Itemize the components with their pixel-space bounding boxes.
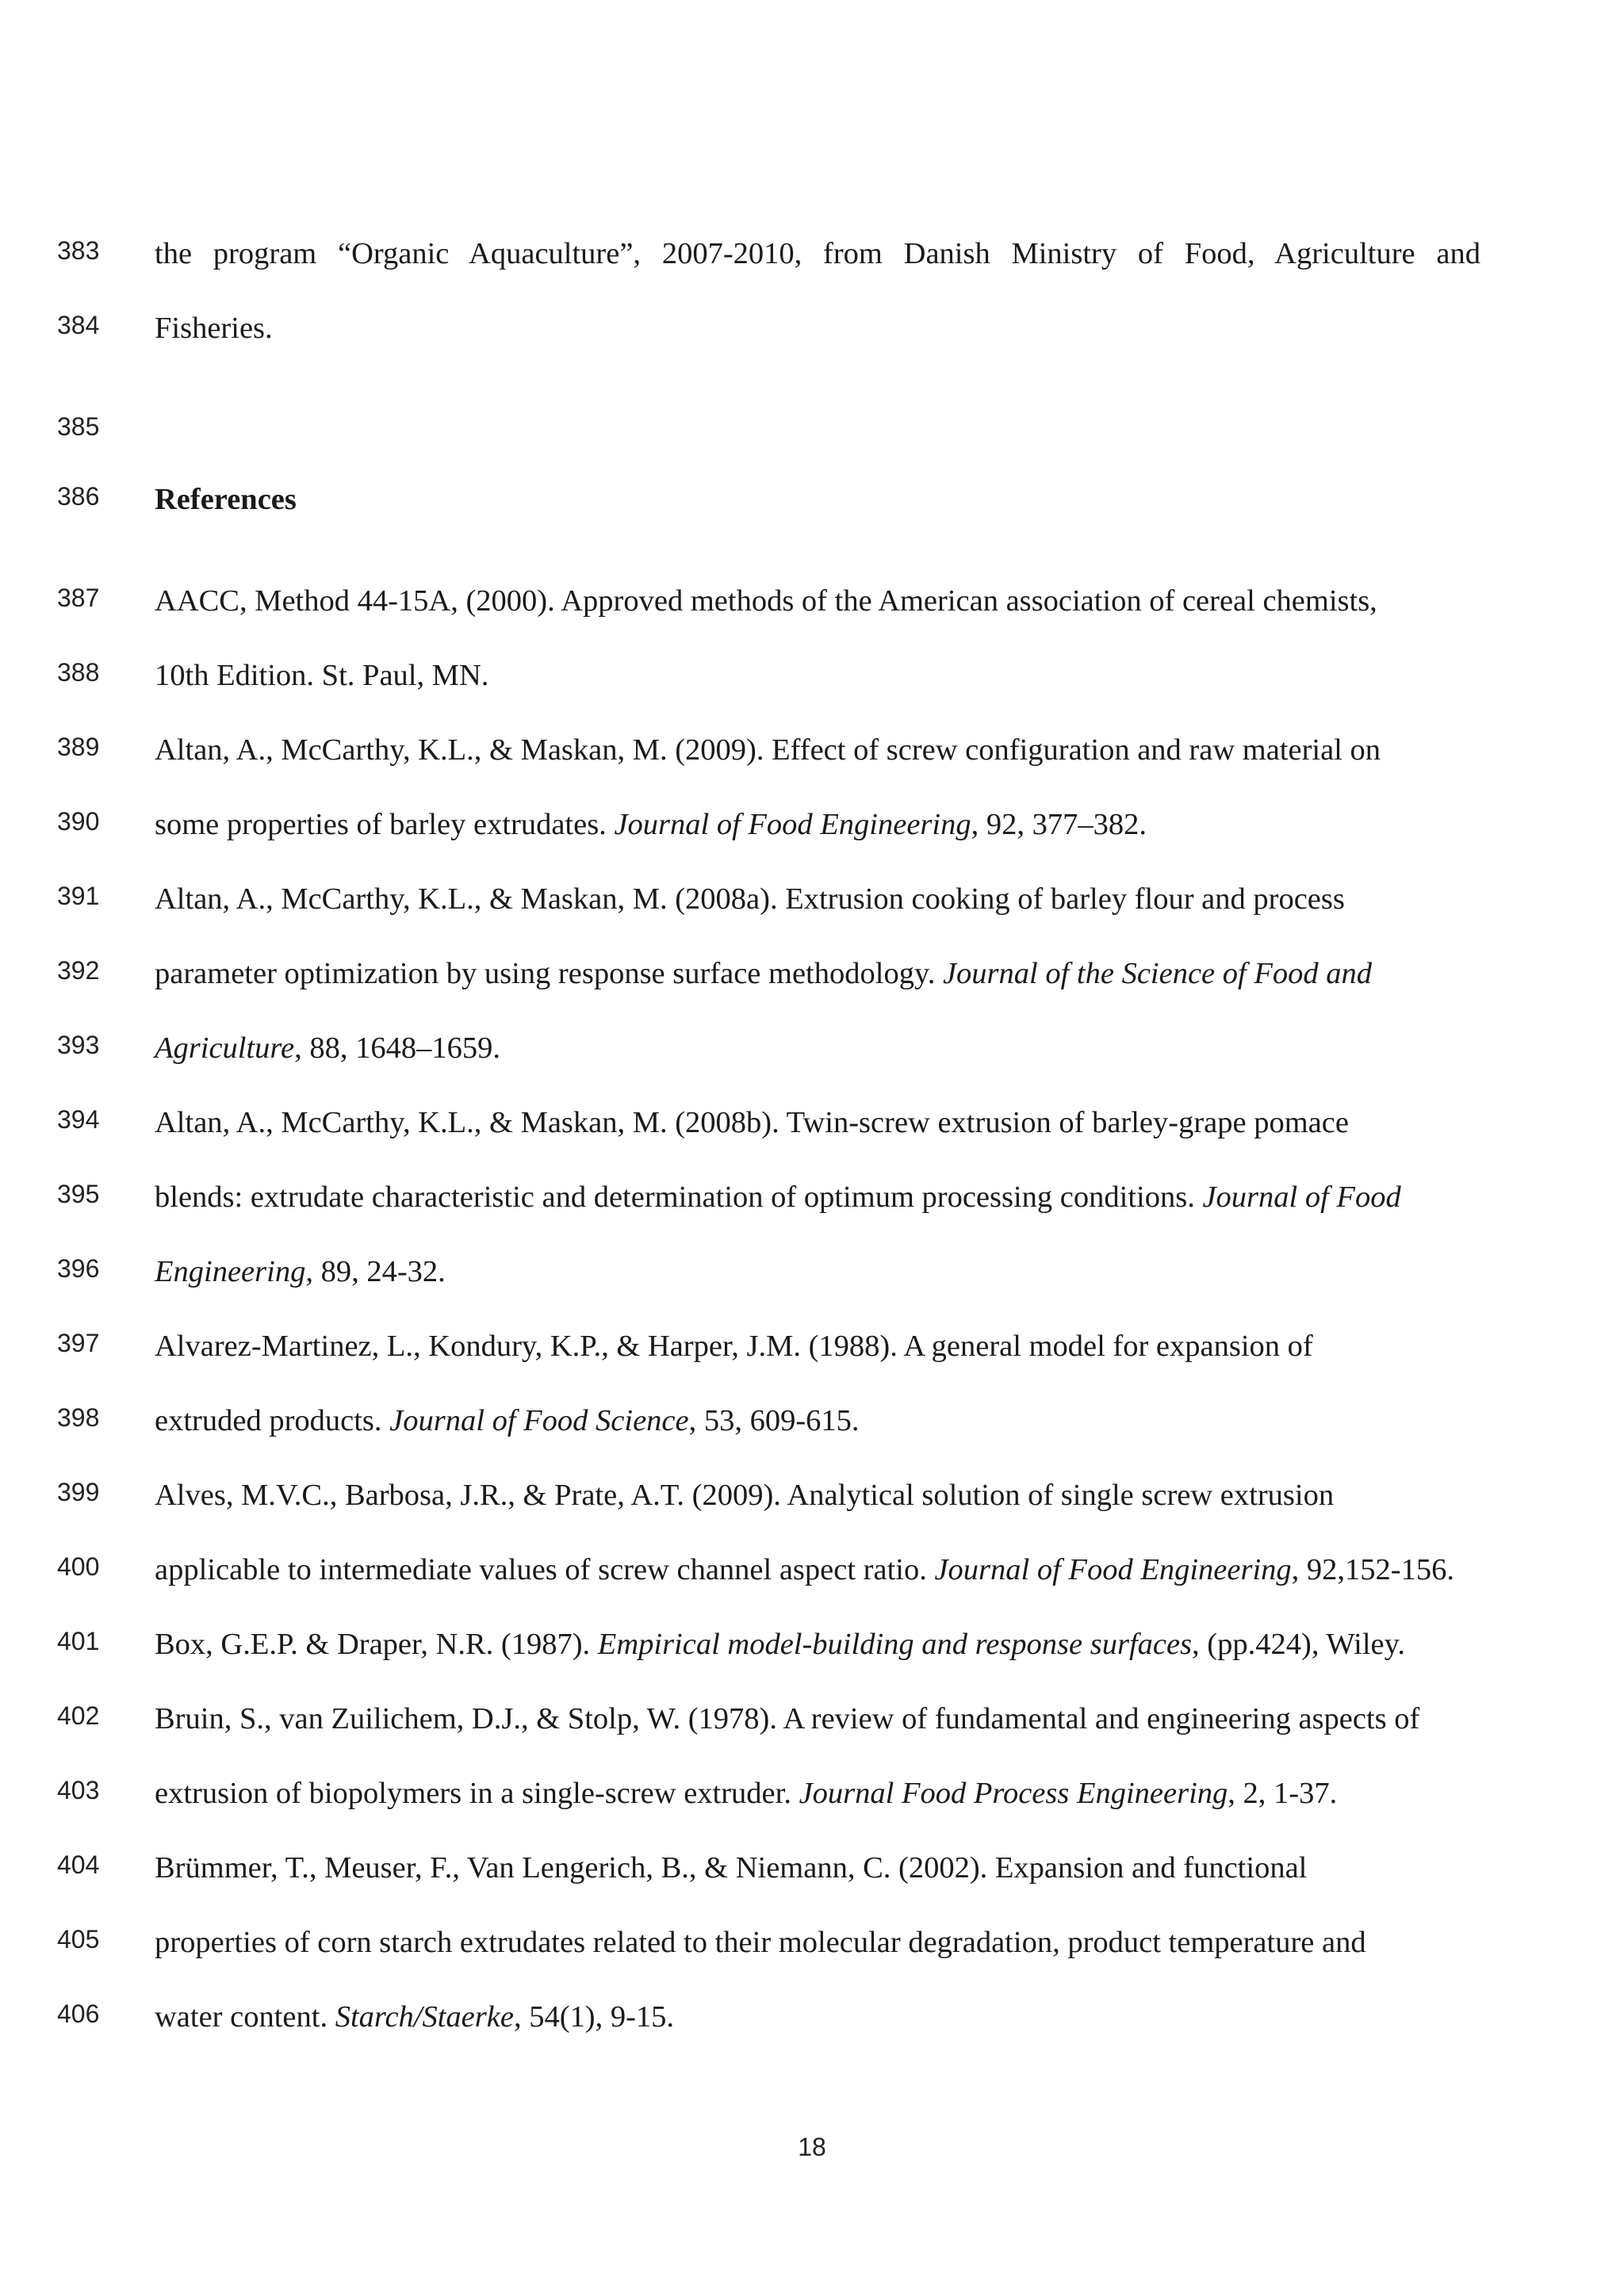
text-line — [0, 577, 1624, 625]
line-number: 402 — [57, 1701, 100, 1730]
text-segment: parameter optimization by using response surface methodology. — [155, 957, 943, 990]
line-number: 386 — [57, 482, 100, 511]
text-segment: extrusion of biopolymers in a single-screw extruder. — [155, 1777, 799, 1810]
text-segment: water content. — [155, 2000, 335, 2034]
text-line — [0, 1322, 1624, 1370]
text-segment: , 88, 1648–1659. — [294, 1031, 500, 1065]
line-number: 401 — [57, 1627, 100, 1655]
text-segment: blends: extrudate characteristic and determination of optimum processing conditions. — [155, 1181, 1203, 1214]
line-number: 398 — [57, 1403, 100, 1432]
line-number: 392 — [57, 956, 100, 985]
line-number: 383 — [57, 236, 100, 265]
line-number: 397 — [57, 1329, 100, 1357]
text-line — [0, 1471, 1624, 1519]
text-line — [0, 1844, 1624, 1892]
italic-segment: Empirical model-building and response surfaces — [597, 1628, 1193, 1661]
text-line — [0, 406, 1624, 453]
text-line — [0, 950, 1624, 997]
text-segment: the program “Organic Aquaculture”, 2007-2010, from Danish Ministry of Food, Agriculture and — [155, 237, 1480, 270]
text-segment: , 54(1), 9-15. — [513, 2000, 675, 2034]
line-number: 399 — [57, 1478, 100, 1506]
line-text — [155, 1024, 1481, 1072]
text-line — [0, 1770, 1624, 1817]
line-number: 404 — [57, 1850, 100, 1879]
line-text — [155, 1844, 1481, 1892]
text-segment: Fisheries. — [155, 312, 273, 345]
line-number: 403 — [57, 1776, 100, 1804]
text-segment: , 92,152-156. — [1291, 1553, 1454, 1586]
italic-segment: Journal of Food Science — [389, 1404, 689, 1437]
text-segment: properties of corn starch extrudates related to their molecular degradation, product temperature and — [155, 1926, 1366, 1959]
text-line — [0, 1099, 1624, 1146]
text-line — [0, 1546, 1624, 1594]
line-number: 391 — [57, 882, 100, 910]
italic-segment: Agriculture — [155, 1031, 295, 1065]
italic-segment: Engineering — [155, 1255, 306, 1288]
line-number: 396 — [57, 1254, 100, 1283]
text-segment: , 53, 609-615. — [688, 1404, 860, 1437]
line-number: 384 — [57, 311, 100, 339]
line-number: 390 — [57, 807, 100, 836]
text-line — [0, 1173, 1624, 1221]
line-number: 387 — [57, 584, 100, 612]
italic-segment: Journal of Food Engineering — [614, 808, 971, 841]
line-text — [155, 577, 1481, 625]
line-text — [155, 1248, 1481, 1295]
line-number: 389 — [57, 733, 100, 761]
text-segment: , 89, 24-32. — [305, 1255, 446, 1288]
text-line — [0, 875, 1624, 923]
line-text — [155, 304, 1481, 352]
text-segment: Altan, A., McCarthy, K.L., & Maskan, M. (2008b). Twin-screw extrusion of barley-grape pomace — [155, 1106, 1349, 1139]
italic-segment: Journal of Food Engineering — [934, 1553, 1292, 1586]
text-line — [0, 230, 1624, 277]
text-segment: , 92, 377–382. — [971, 808, 1147, 841]
text-segment: Box, G.E.P. & Draper, N.R. (1987). — [155, 1628, 598, 1661]
text-line — [0, 652, 1624, 699]
text-line — [0, 1397, 1624, 1445]
text-line — [0, 1919, 1624, 1966]
text-line — [0, 1695, 1624, 1743]
line-text — [155, 1993, 1481, 2041]
line-number: 406 — [57, 1999, 100, 2028]
text-line — [0, 1621, 1624, 1668]
page-number: 18 — [798, 2133, 826, 2161]
text-segment: 10th Edition. St. Paul, MN. — [155, 659, 489, 692]
line-number: 405 — [57, 1925, 100, 1954]
text-segment: Altan, A., McCarthy, K.L., & Maskan, M. (2009). Effect of screw configuration and raw material on — [155, 733, 1381, 767]
text-segment: Bruin, S., van Zuilichem, D.J., & Stolp, W. (1978). A review of fundamental and engineering aspects of — [155, 1702, 1420, 1735]
text-segment: applicable to intermediate values of screw channel aspect ratio. — [155, 1553, 935, 1586]
line-text — [155, 875, 1481, 923]
line-text — [155, 1322, 1481, 1370]
text-segment: References — [155, 483, 297, 516]
italic-segment: Journal Food Process Engineering — [799, 1777, 1228, 1810]
text-segment: , 2, 1-37. — [1228, 1777, 1338, 1810]
line-text — [155, 1471, 1481, 1519]
line-text — [155, 801, 1481, 848]
line-number: 395 — [57, 1180, 100, 1208]
text-segment: Brümmer, T., Meuser, F., Van Lengerich, B., & Niemann, C. (2002). Expansion and functional — [155, 1851, 1308, 1885]
line-text — [155, 1546, 1481, 1594]
text-segment: , (pp.424), Wiley. — [1192, 1628, 1406, 1661]
line-text — [155, 726, 1481, 774]
line-text — [155, 1621, 1481, 1668]
italic-segment: Starch/Staerke — [335, 2000, 514, 2034]
line-text — [155, 1770, 1481, 1817]
text-line — [0, 726, 1624, 774]
line-number: 393 — [57, 1031, 100, 1059]
text-segment: Altan, A., McCarthy, K.L., & Maskan, M. (2008a). Extrusion cooking of barley flour and process — [155, 882, 1345, 916]
text-segment: extruded products. — [155, 1404, 390, 1437]
text-line — [0, 1993, 1624, 2041]
line-text — [155, 652, 1481, 699]
line-text — [155, 230, 1480, 277]
line-text — [155, 1397, 1481, 1445]
italic-segment: Journal of the Science of Food and — [942, 957, 1372, 990]
text-segment: AACC, Method 44-15A, (2000). Approved methods of the American association of cereal chemists, — [155, 584, 1377, 618]
line-number: 388 — [57, 658, 100, 687]
text-line — [0, 1024, 1624, 1072]
italic-segment: Journal of Food — [1202, 1181, 1401, 1214]
text-line — [0, 476, 1624, 523]
line-number: 385 — [57, 412, 100, 441]
section-heading — [155, 476, 1481, 523]
line-text — [155, 1099, 1481, 1146]
text-segment: Alves, M.V.C., Barbosa, J.R., & Prate, A.T. (2009). Analytical solution of single screw extrusion — [155, 1479, 1335, 1512]
text-line — [0, 304, 1624, 352]
text-segment: some properties of barley extrudates. — [155, 808, 615, 841]
text-line — [0, 801, 1624, 848]
line-text — [155, 950, 1481, 997]
line-number: 394 — [57, 1105, 100, 1134]
text-line — [0, 1248, 1624, 1295]
line-text — [155, 1919, 1481, 1966]
line-text — [155, 1695, 1481, 1743]
line-number: 400 — [57, 1552, 100, 1581]
text-segment: Alvarez-Martinez, L., Kondury, K.P., & Harper, J.M. (1988). A general model for expansion of — [155, 1330, 1313, 1363]
line-text — [155, 1173, 1481, 1221]
